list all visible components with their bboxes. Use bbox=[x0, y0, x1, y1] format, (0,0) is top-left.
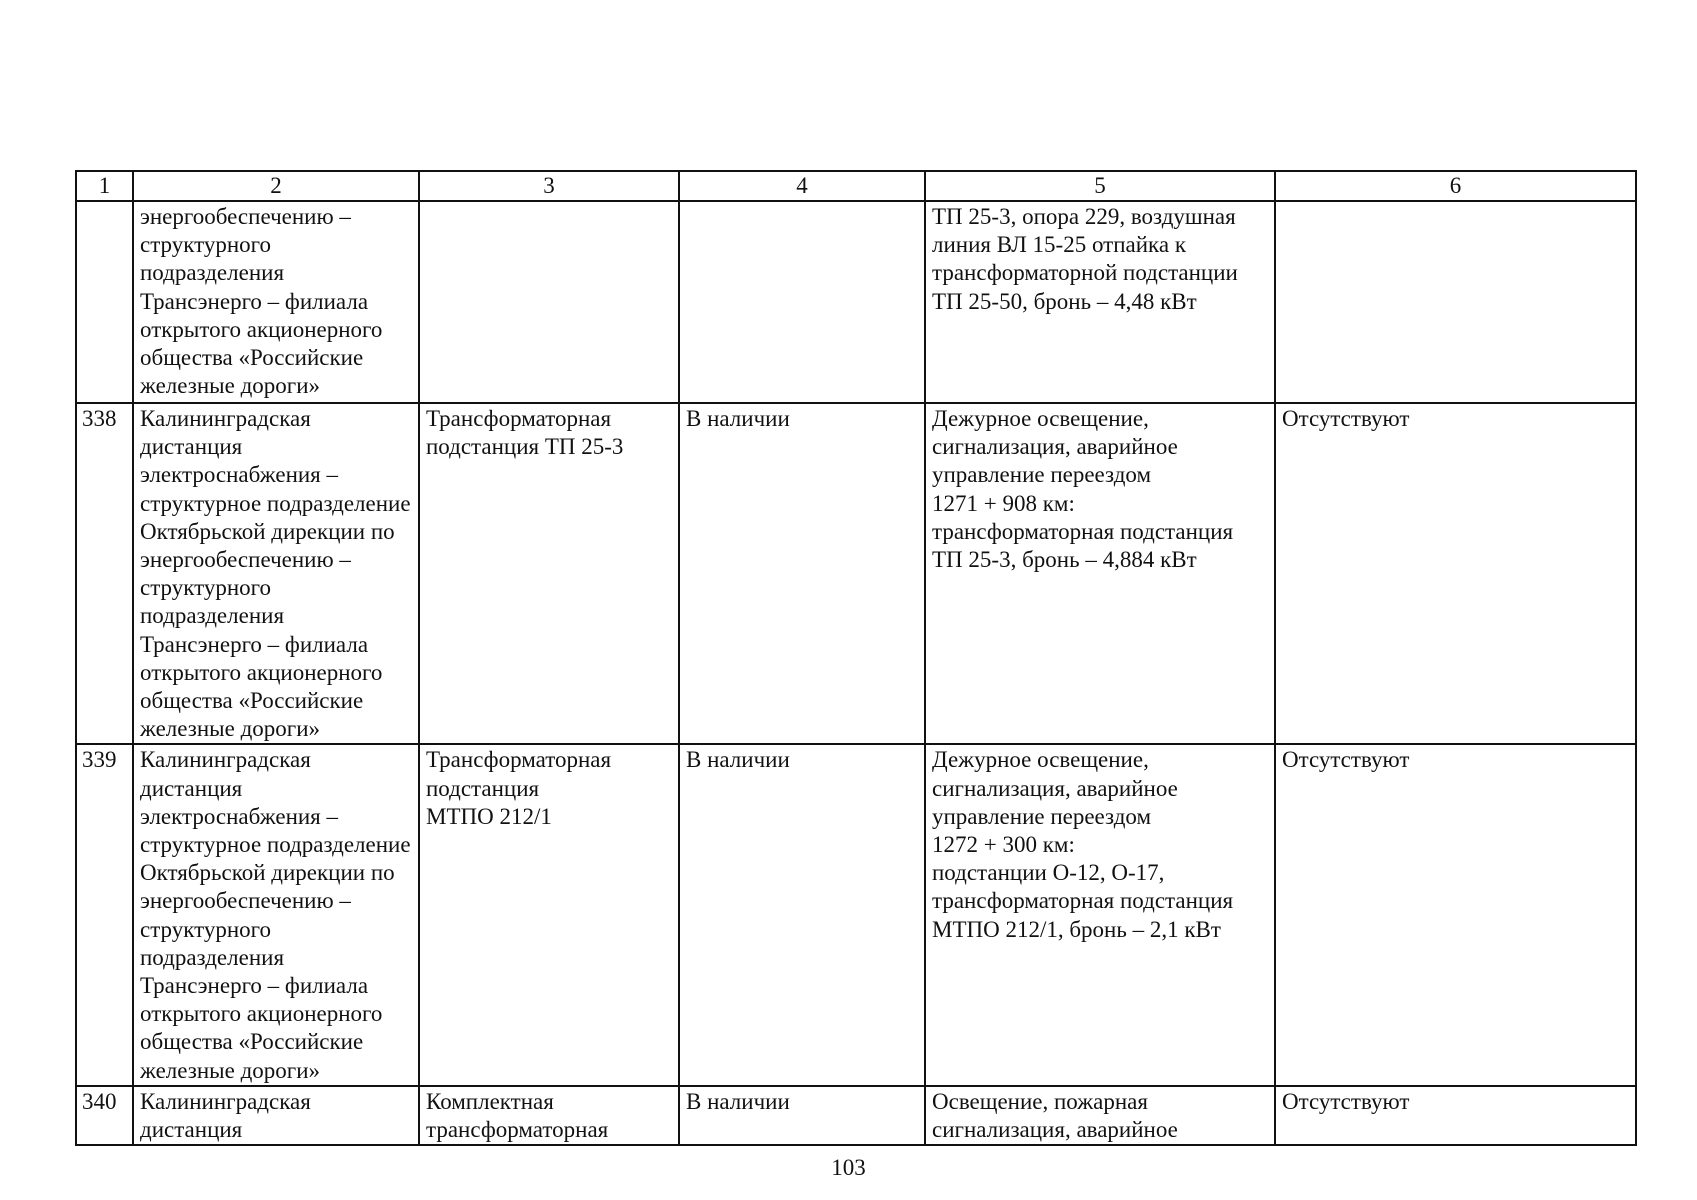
consumers-line: Освещение, пожарная bbox=[932, 1088, 1148, 1114]
organization-line: электроснабжения – bbox=[140, 462, 339, 488]
organization-line: Трансэнерго – филиала bbox=[140, 973, 369, 999]
notes-cell: Отсутствуют bbox=[1275, 744, 1636, 1085]
organization-line: дистанция bbox=[140, 434, 243, 460]
consumers-line: сигнализация, аварийное bbox=[932, 775, 1178, 801]
consumers-line: ТП 25-50, бронь – 4,48 кВт bbox=[932, 288, 1197, 314]
consumers-line: 1271 + 908 км: bbox=[932, 490, 1075, 516]
column-header-2: 2 bbox=[133, 171, 419, 201]
object-cell bbox=[419, 1086, 679, 1145]
organization-line: энергообеспечению – bbox=[140, 204, 351, 229]
organization-line: железные дороги» bbox=[140, 373, 321, 399]
availability-cell bbox=[679, 201, 925, 403]
organization-line: структурное подразделение bbox=[140, 832, 411, 858]
row-number-cell: 338 bbox=[76, 403, 133, 744]
organization-cell bbox=[133, 403, 419, 744]
consumers-line: Дежурное освещение, bbox=[932, 747, 1149, 773]
organization-line: энергообеспечению – bbox=[140, 888, 351, 914]
object-line: подстанция bbox=[426, 775, 540, 801]
organization-cell bbox=[133, 744, 419, 1085]
reserve-power-table bbox=[75, 170, 1637, 1146]
organization-line: Трансэнерго – филиала bbox=[140, 631, 369, 657]
organization-line: энергообеспечению – bbox=[140, 547, 351, 573]
organization-line: Калининградская bbox=[140, 747, 311, 773]
organization-line: Октябрьской дирекции по bbox=[140, 518, 395, 544]
organization-cell bbox=[133, 1086, 419, 1145]
column-number-row bbox=[76, 171, 1636, 201]
object-cell bbox=[419, 201, 679, 403]
consumers-line: линия ВЛ 15-25 отпайка к bbox=[932, 232, 1186, 258]
organization-line: открытого акционерного bbox=[140, 659, 383, 685]
organization-line: структурного bbox=[140, 916, 272, 942]
organization-line: открытого акционерного bbox=[140, 1001, 383, 1027]
table-row-339 bbox=[76, 744, 1636, 1085]
organization-line: Калининградская bbox=[140, 406, 311, 431]
column-header-4: 4 bbox=[679, 171, 925, 201]
consumers-line: сигнализация, аварийное bbox=[932, 434, 1178, 460]
row-number-cell: 340 bbox=[76, 1086, 133, 1145]
column-header-5: 5 bbox=[925, 171, 1275, 201]
consumers-cell bbox=[925, 744, 1275, 1085]
consumers-cell bbox=[925, 1086, 1275, 1145]
organization-line: электроснабжения – bbox=[140, 803, 339, 829]
organization-line: структурное подразделение bbox=[140, 490, 411, 516]
table-row-continued bbox=[76, 201, 1636, 403]
consumers-line: управление переездом bbox=[932, 462, 1152, 488]
organization-line: подразделения bbox=[140, 603, 285, 629]
consumers-line: трансформаторная подстанция bbox=[932, 888, 1234, 914]
consumers-line: сигнализация, аварийное bbox=[932, 1117, 1178, 1143]
availability-cell: В наличии bbox=[679, 1086, 925, 1145]
consumers-line: подстанции О-12, О-17, bbox=[932, 860, 1165, 886]
organization-line: общества «Российские bbox=[140, 1029, 364, 1055]
organization-cell bbox=[133, 201, 419, 403]
object-cell bbox=[419, 744, 679, 1085]
notes-cell: Отсутствуют bbox=[1275, 403, 1636, 744]
object-cell bbox=[419, 403, 679, 744]
availability-cell: В наличии bbox=[679, 744, 925, 1085]
consumers-line: Дежурное освещение, bbox=[932, 406, 1149, 431]
object-line: Трансформаторная bbox=[426, 406, 612, 431]
object-line: Комплектная bbox=[426, 1088, 554, 1114]
column-header-6: 6 bbox=[1275, 171, 1636, 201]
object-line: подстанция ТП 25-3 bbox=[426, 434, 624, 460]
consumers-line: трансформаторной подстанции bbox=[932, 260, 1238, 286]
object-line: Трансформаторная bbox=[426, 747, 612, 773]
organization-line: открытого акционерного bbox=[140, 316, 383, 342]
consumers-cell bbox=[925, 403, 1275, 744]
consumers-line: трансформаторная подстанция bbox=[932, 518, 1234, 544]
organization-line: подразделения bbox=[140, 944, 285, 970]
table-row-338 bbox=[76, 403, 1636, 744]
organization-line: дистанция bbox=[140, 1117, 243, 1143]
organization-line: железные дороги» bbox=[140, 716, 321, 742]
notes-cell bbox=[1275, 201, 1636, 403]
organization-line: дистанция bbox=[140, 775, 243, 801]
organization-line: Октябрьской дирекции по bbox=[140, 860, 395, 886]
consumers-cell bbox=[925, 201, 1275, 403]
consumers-line: 1272 + 300 км: bbox=[932, 832, 1075, 858]
organization-line: Калининградская bbox=[140, 1088, 311, 1114]
row-number-cell: 339 bbox=[76, 744, 133, 1085]
organization-line: структурного bbox=[140, 575, 272, 601]
organization-line: подразделения bbox=[140, 260, 285, 286]
organization-line: структурного bbox=[140, 232, 272, 258]
row-number-cell bbox=[76, 201, 133, 403]
consumers-line: ТП 25-3, бронь – 4,884 кВт bbox=[932, 547, 1197, 573]
consumers-line: управление переездом bbox=[932, 803, 1152, 829]
table-row-340 bbox=[76, 1086, 1636, 1145]
organization-line: общества «Российские bbox=[140, 688, 364, 714]
notes-cell: Отсутствуют bbox=[1275, 1086, 1636, 1145]
object-line: МТПО 212/1 bbox=[426, 803, 552, 829]
organization-line: железные дороги» bbox=[140, 1057, 321, 1083]
column-header-1: 1 bbox=[76, 171, 133, 201]
availability-cell: В наличии bbox=[679, 403, 925, 744]
object-line: трансформаторная bbox=[426, 1117, 609, 1143]
organization-line: Трансэнерго – филиала bbox=[140, 288, 369, 314]
column-header-3: 3 bbox=[419, 171, 679, 201]
organization-line: общества «Российские bbox=[140, 345, 364, 371]
consumers-line: МТПО 212/1, бронь – 2,1 кВт bbox=[932, 916, 1221, 942]
page-number: 103 bbox=[831, 1155, 866, 1180]
consumers-line: ТП 25-3, опора 229, воздушная bbox=[932, 204, 1236, 229]
